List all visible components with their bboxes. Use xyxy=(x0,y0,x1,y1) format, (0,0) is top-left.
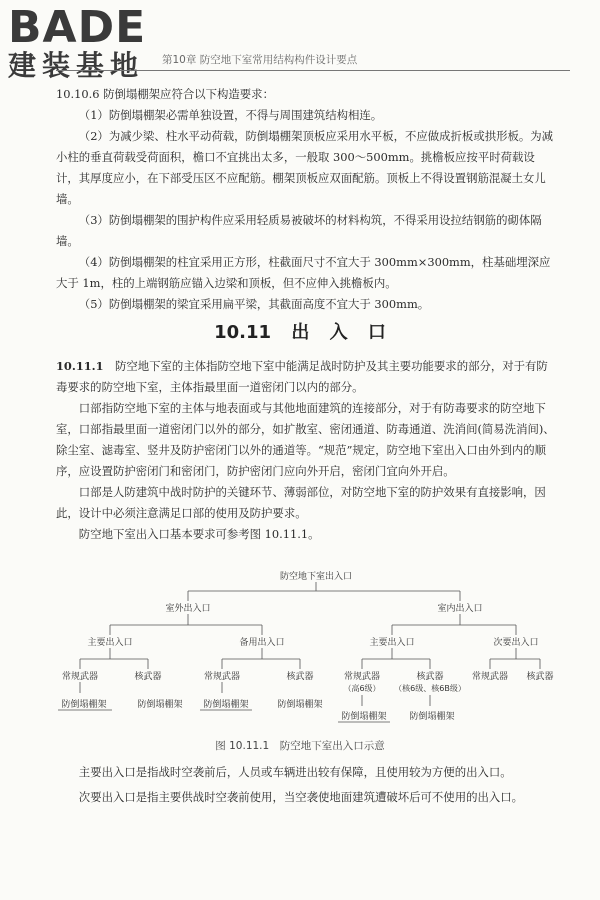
node-indoor-main: 主要出入口 xyxy=(369,638,415,648)
paragraph-2: 口部指防空地下室的主体与地表面或与其他地面建筑的连接部分，对于有防毒要求的防空地下室，口部指最里面一道密闭门以外的部分，如扩散室、密闭通道、防毒通道、洗消间(简易洗消间)、除尘室、滤毒室、竖井及防护密闭门以外的通道等。“规范”规定，防空地下室出入口由外到内的顺序，应设置防护密闭门和密闭门，防护密闭门应向外开启，密闭门宜向外开启。 xyxy=(56,401,555,478)
bottom-section xyxy=(56,762,556,808)
node-outdoor-main: 主要出入口 xyxy=(87,638,133,648)
clause-heading: 10.10.6 防倒塌棚架应符合以下构造要求： xyxy=(56,87,274,101)
node-conventional-2: 常规武器 xyxy=(203,672,241,682)
header-rule xyxy=(56,70,570,71)
clause-item-3: （3）防倒塌棚架的围护构件应采用轻质易被破坏的材料构筑，不得采用设拉结钢筋的砌体隔墙。 xyxy=(56,213,542,248)
node-level-conventional: （高6级） xyxy=(343,684,381,693)
paragraph-1-text: 防空地下室的主体指防空地下室中能满足战时防护及其主要功能要求的部分，对于有防毒要求的防空地下室，主体指最里面一道密闭门以内的部分。 xyxy=(56,359,548,394)
body-section xyxy=(56,356,556,545)
node-outdoor-backup: 备用出入口 xyxy=(239,638,285,648)
paragraph-3: 口部是人防建筑中战时防护的关键环节、薄弱部位，对防空地下室的防护效果有直接影响，因此，设计中必须注意满足口部的使用及防护要求。 xyxy=(56,485,546,520)
node-collapse-shed-1: 防倒塌棚架 xyxy=(61,700,107,710)
paragraph-1 xyxy=(56,356,556,398)
clause-item-2: （2）为减少梁、柱水平动荷载，防倒塌棚架顶板应采用水平板，不应做成折板或拱形板。为减小柱的垂直荷载受荷面积，檐口不宜挑出太多，一般取 300～500mm。挑檐板应按平时荷载设计，其厚度应小，在下部受压区不应配筋。棚架顶板应双面配筋。顶板上不得设置钢筋混凝土女儿墙。 xyxy=(56,129,554,206)
node-conventional-3: 常规武器 xyxy=(343,672,381,682)
node-root: 防空地下室出入口 xyxy=(279,572,353,582)
node-outdoor-entrance: 室外出入口 xyxy=(165,604,211,614)
entrance-diagram xyxy=(0,565,600,735)
node-indoor-secondary: 次要出入口 xyxy=(493,638,539,648)
top-section xyxy=(56,84,556,315)
clause-item-1: （1）防倒塌棚架必需单独设置，不得与周围建筑结构相连。 xyxy=(78,108,383,122)
node-collapse-shed-5: 防倒塌棚架 xyxy=(341,712,387,722)
clause-item-4: （4）防倒塌棚架的柱宜采用正方形，柱截面尺寸不宜大于 300mm×300mm，柱基础埋深应大于 1m，柱的上端钢筋应锚入边梁和顶板，但不应伸入挑檐板内。 xyxy=(56,255,551,290)
logo-subtitle: 建装基地 xyxy=(8,49,145,82)
node-indoor-entrance: 室内出入口 xyxy=(437,604,483,614)
paragraph-4: 防空地下室出入口基本要求可参考图 10.11.1。 xyxy=(78,527,320,541)
running-head: 第10章 防空地下室常用结构构件设计要点 xyxy=(162,54,358,66)
node-conventional-1: 常规武器 xyxy=(61,672,99,682)
logo-brand: BADE xyxy=(8,2,147,53)
node-nuclear-2: 核武器 xyxy=(286,672,314,682)
paragraph-5: 主要出入口是指战时空袭前后，人员或车辆进出较有保障，且使用较为方便的出入口。 xyxy=(78,765,512,779)
paragraph-6: 次要出入口是指主要供战时空袭前使用，当空袭使地面建筑遭破坏后可不使用的出入口。 xyxy=(78,790,524,804)
figure-caption: 图 10.11.1 防空地下室出入口示意 xyxy=(215,740,385,752)
node-nuclear-3: 核武器 xyxy=(416,672,444,682)
node-conventional-4: 常规武器 xyxy=(471,672,509,682)
node-collapse-shed-4: 防倒塌棚架 xyxy=(277,700,323,710)
clause-item-5: （5）防倒塌棚架的梁宜采用扁平梁，其截面高度不宜大于 300mm。 xyxy=(78,297,430,311)
section-title: 10.11 出 入 口 xyxy=(214,322,386,343)
clause-number: 10.11.1 xyxy=(56,359,104,373)
node-nuclear-1: 核武器 xyxy=(134,672,162,682)
node-nuclear-4: 核武器 xyxy=(526,672,554,682)
node-collapse-shed-6: 防倒塌棚架 xyxy=(409,712,455,722)
node-collapse-shed-3: 防倒塌棚架 xyxy=(203,700,249,710)
node-collapse-shed-2: 防倒塌棚架 xyxy=(137,700,183,710)
node-level-nuclear: （核6级、核6B级） xyxy=(394,684,466,693)
